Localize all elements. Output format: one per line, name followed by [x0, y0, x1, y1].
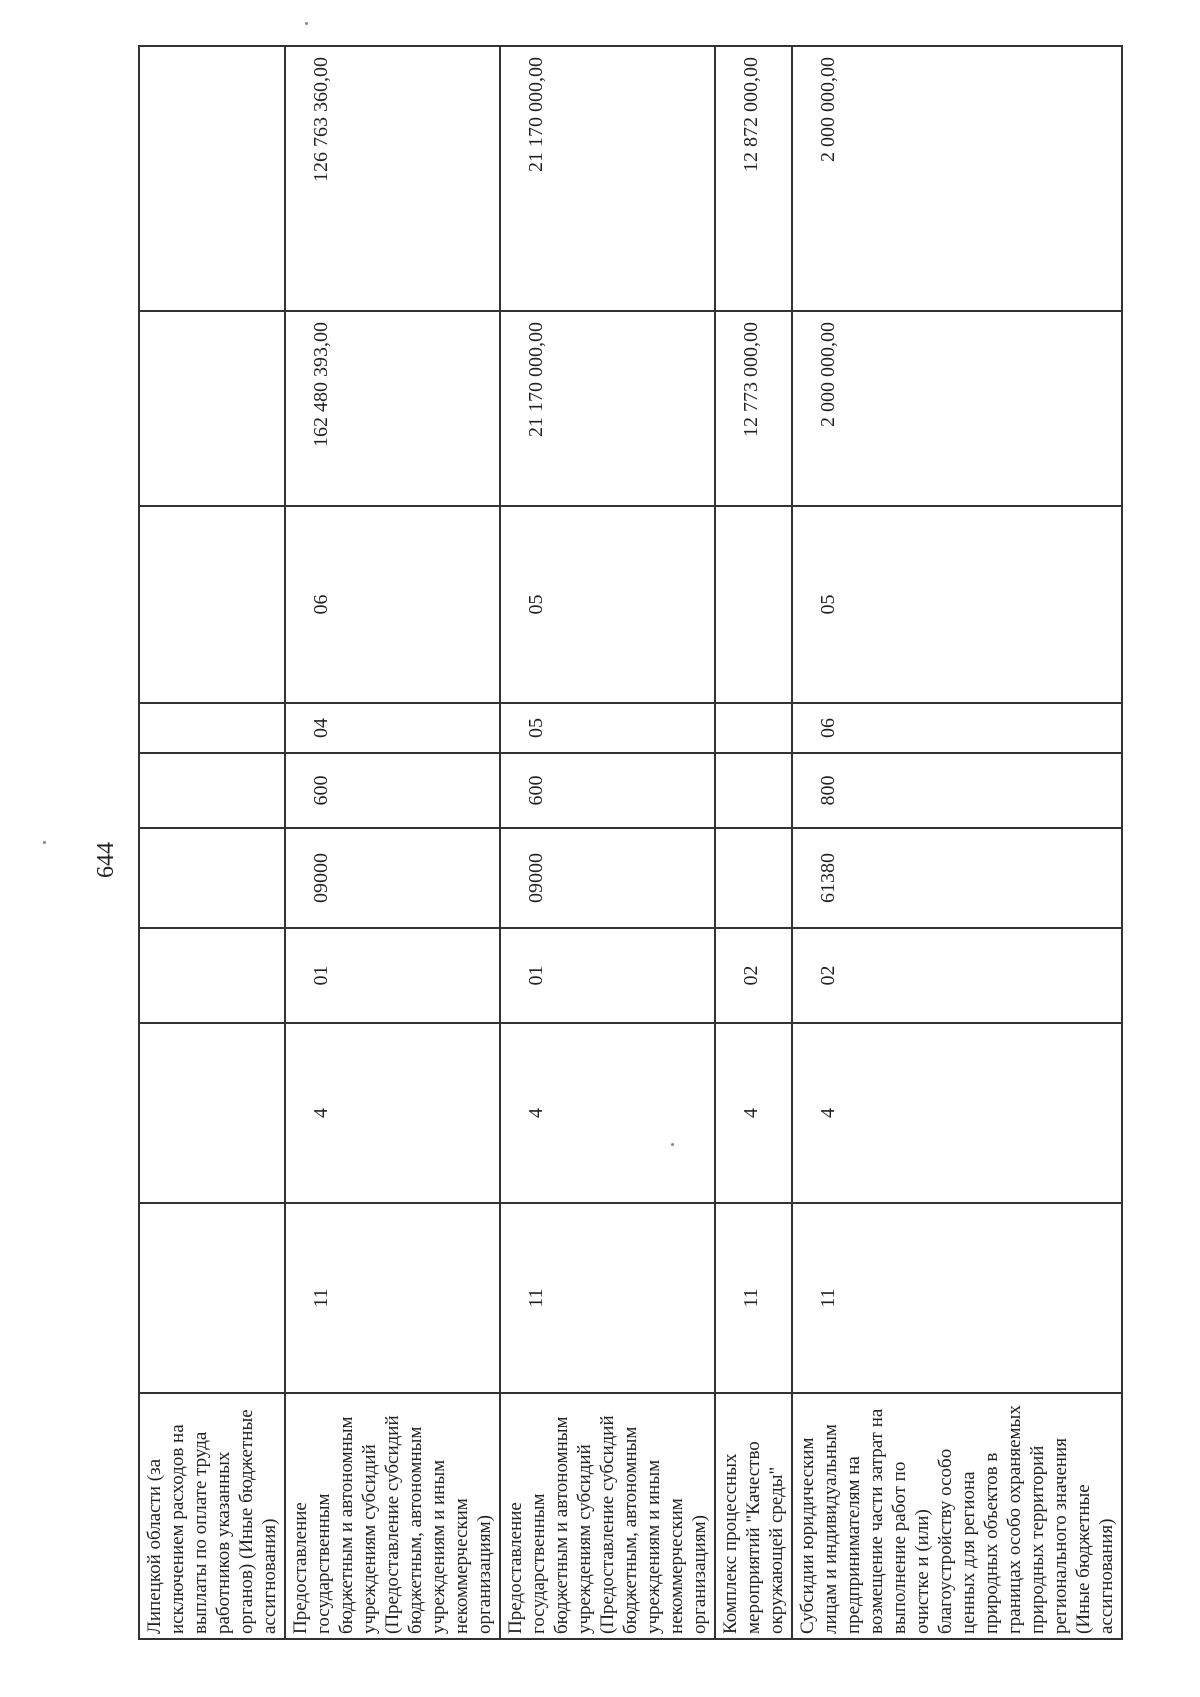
- cell-col1: 11: [715, 1203, 792, 1393]
- cell-col3: 01: [500, 928, 715, 1023]
- cell-col5: 800: [792, 753, 1122, 828]
- cell-col2: 4: [500, 1023, 715, 1203]
- budget-table: [138, 45, 1123, 1640]
- cell-col7: 05: [500, 506, 715, 703]
- cell-amount2: 126 763 360,00: [285, 46, 500, 311]
- cell-col2: 4: [715, 1023, 792, 1203]
- table-row: [792, 46, 1122, 1639]
- cell-col6: [139, 703, 285, 753]
- row-description: Субсидии юридическим лицам и индивидуальным предпринимателям на возмещение части затрат на выполнение работ по очистке и (или) благоустройству особо ценных для региона природных объектов в границах особо охраняемых природных территорий регионального значения (Иные бюджетные ассигнования): [792, 1393, 1122, 1639]
- cell-amount1: 21 170 000,00: [500, 311, 715, 506]
- cell-amount2: 2 000 000,00: [792, 46, 1122, 311]
- row-description: Предоставление государственным бюджетным и автономным учреждениям субсидий (Предоставление субсидий бюджетным, автономным учреждениям и иным некоммерческим организациям): [500, 1393, 715, 1639]
- cell-amount1: 162 480 393,00: [285, 311, 500, 506]
- scan-speck: [305, 22, 308, 25]
- cell-col7: 06: [285, 506, 500, 703]
- cell-col1: 11: [792, 1203, 1122, 1393]
- table-row: [285, 46, 500, 1639]
- table-row: [500, 46, 715, 1639]
- cell-col6: [715, 703, 792, 753]
- cell-col3: 02: [715, 928, 792, 1023]
- cell-col1: 11: [500, 1203, 715, 1393]
- cell-col3: 01: [285, 928, 500, 1023]
- scan-speck: [671, 1143, 674, 1146]
- cell-col6: 05: [500, 703, 715, 753]
- cell-col5: [139, 753, 285, 828]
- cell-col3: 02: [792, 928, 1122, 1023]
- cell-col5: [715, 753, 792, 828]
- cell-col7: [715, 506, 792, 703]
- cell-col4: 09000: [500, 828, 715, 928]
- scan-speck: [43, 841, 46, 844]
- cell-col2: 4: [285, 1023, 500, 1203]
- budget-table-container: [138, 47, 1117, 1640]
- rotated-table-frame: [138, 47, 1117, 1640]
- cell-col2: 4: [792, 1023, 1122, 1203]
- cell-col2: [139, 1023, 285, 1203]
- cell-col7: 05: [792, 506, 1122, 703]
- cell-col4: [139, 828, 285, 928]
- cell-col3: [139, 928, 285, 1023]
- cell-col1: 11: [285, 1203, 500, 1393]
- cell-col5: 600: [500, 753, 715, 828]
- row-description: Предоставление государственным бюджетным и автономным учреждениям субсидий (Предоставление субсидий бюджетным, автономным учреждениям и иным некоммерческим организациям): [285, 1393, 500, 1639]
- table-row: [139, 46, 285, 1639]
- cell-amount2: 21 170 000,00: [500, 46, 715, 311]
- cell-col4: 09000: [285, 828, 500, 928]
- cell-col6: 04: [285, 703, 500, 753]
- cell-amount2: [139, 311, 285, 506]
- row-description: Липецкой области (за исключением расходов на выплаты по оплате труда работников указанных органов) (Иные бюджетные ассигнования): [139, 1393, 285, 1639]
- cell-col5: 600: [285, 753, 500, 828]
- cell-amount3: [139, 46, 285, 311]
- table-row: [715, 46, 792, 1639]
- cell-amount1: 12 773 000,00: [715, 311, 792, 506]
- cell-col1: [139, 1203, 285, 1393]
- cell-amount2: 12 872 000,00: [715, 46, 792, 311]
- row-description: Комплекс процессных мероприятий "Качество окружающей среды": [715, 1393, 792, 1639]
- cell-col4: [715, 828, 792, 928]
- cell-col4: 61380: [792, 828, 1122, 928]
- cell-amount1: [139, 506, 285, 703]
- cell-col6: 06: [792, 703, 1122, 753]
- page-number: 644: [93, 842, 119, 878]
- cell-amount1: 2 000 000,00: [792, 311, 1122, 506]
